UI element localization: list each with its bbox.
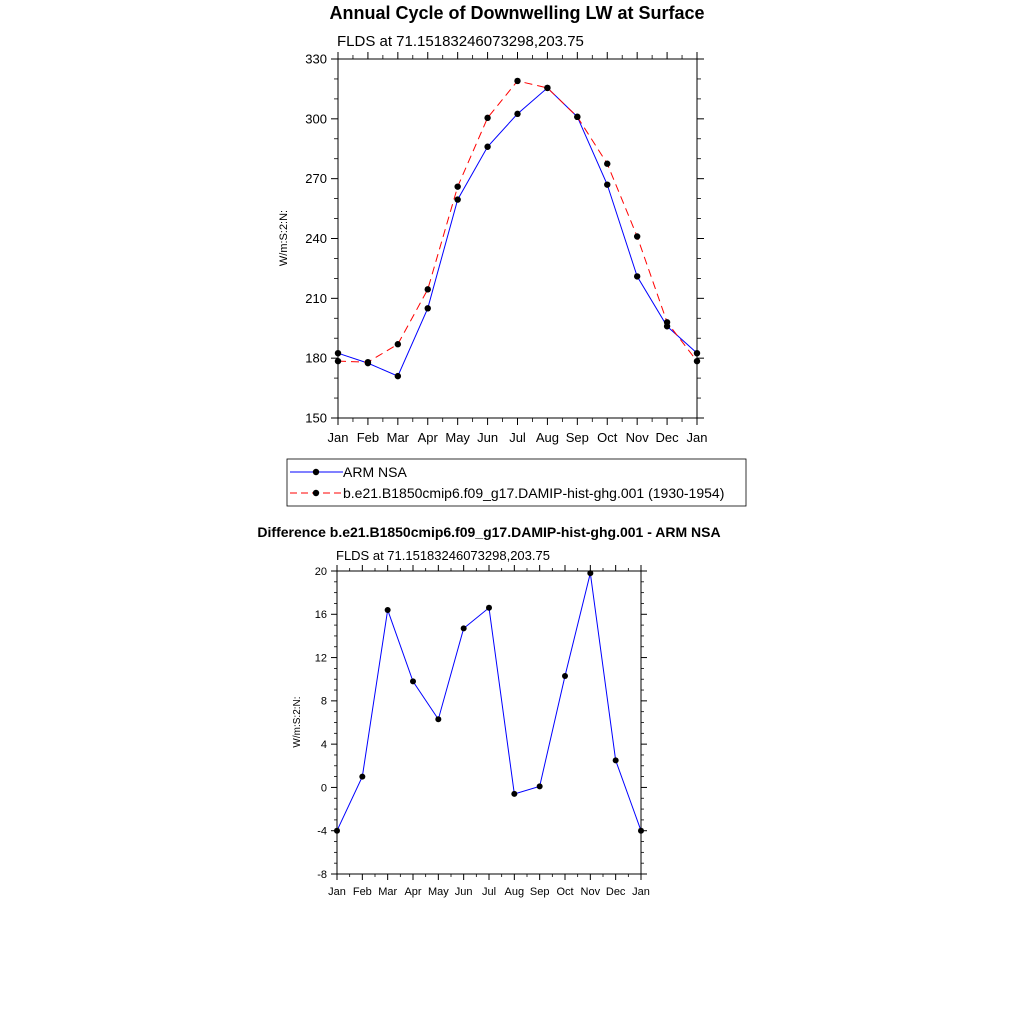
top-chart-ytick-label: 180 [305,350,327,366]
bottom-chart-xtick-label: Feb [352,886,372,898]
top-chart-ytick-label: 270 [305,171,327,187]
top-chart-xtick-label: Oct [597,430,618,445]
legend [287,459,746,506]
top-chart-xtick-label: Jan [686,430,708,445]
top-chart-series-0-point [425,305,431,311]
bottom-chart-plot [315,565,650,898]
bottom-chart-title: Difference b.e21.B1850cmip6.f09_g17.DAMIP-hist-ghg.001 - ARM NSA [257,524,721,540]
top-chart-subtitle: FLDS at 71.15183246073298,203.75 [337,33,584,50]
bottom-chart-series-0-point [511,791,517,797]
bottom-chart-ytick-label: 16 [314,609,327,622]
bottom-chart-series-0-point [638,828,644,834]
top-chart-xtick-label: Apr [417,430,438,445]
top-chart-series-0-point [634,273,640,279]
bottom-chart-ytick-label: 12 [314,652,327,665]
bottom-chart-series-0-point [410,678,416,684]
top-chart-series-1-point [484,115,490,121]
top-chart-xtick-label: Mar [386,430,410,445]
top-chart-series-1-point [664,319,670,325]
top-chart-series-1-point [574,114,580,120]
bottom-chart-xtick-label: Apr [404,886,422,898]
bottom-chart-ytick-label: 0 [320,782,327,795]
bottom-chart-series-0-line [337,573,641,831]
bottom-chart-xtick-label: Jan [632,886,650,898]
top-chart-title: Annual Cycle of Downwelling LW at Surface [329,3,705,23]
bottom-chart-xtick-label: Jan [328,886,346,898]
top-chart-series-0-point [454,196,460,202]
top-chart-ytick-label: 150 [305,410,327,426]
bottom-chart-series-0-point [537,783,543,789]
bottom-chart-ylabel: W/m:S:2:N: [292,696,303,748]
legend-marker-obs [313,469,319,475]
legend-marker-model [313,490,319,496]
bottom-chart-ytick-label: 4 [320,738,327,751]
top-chart-xtick-label: Dec [655,430,679,445]
bottom-chart-xtick-label: Aug [504,886,525,898]
top-chart-series-1-line [338,81,697,362]
top-chart-series-0-point [604,181,610,187]
top-chart-ytick-label: 240 [305,231,327,247]
top-chart-series-1-point [694,358,700,364]
top-chart-xtick-label: Aug [535,430,559,445]
top-chart-series-1-point [365,359,371,365]
bottom-chart-frame [337,571,641,874]
bottom-chart-series-0-point [461,625,467,631]
bottom-chart-series-0-point [486,605,492,611]
top-chart-plot [305,52,707,445]
bottom-chart-series-0-point [435,716,441,722]
bottom-chart-xtick-label: Jun [454,886,473,898]
bottom-chart-xtick-label: May [427,886,449,898]
top-chart-xtick-label: Jun [477,430,499,445]
top-chart-series-1-point [454,183,460,189]
top-chart-series-1-point [634,233,640,239]
bottom-chart-ytick-label: 8 [320,695,327,708]
bottom-chart-series-0-point [613,757,619,763]
legend-label-obs: ARM NSA [343,464,407,480]
bottom-chart-xtick-label: Jul [481,886,497,898]
top-chart-xtick-label: May [445,430,470,445]
bottom-chart-xtick-label: Mar [378,886,398,898]
top-chart-series-1-point [335,358,341,364]
bottom-chart-xtick-label: Dec [605,886,626,898]
top-chart-xtick-label: Feb [356,430,380,445]
top-chart-series-0-point [514,111,520,117]
bottom-chart-series-0-point [385,607,391,613]
top-chart-series-1-point [514,78,520,84]
top-chart-series-0-point [395,373,401,379]
bottom-chart-xtick-label: Nov [580,886,601,898]
bottom-chart-xtick-label: Sep [529,886,550,898]
bottom-chart-ytick-label: 20 [314,565,327,578]
top-chart-series-0-point [484,144,490,150]
top-chart-series-0-point [335,350,341,356]
legend-label-model: b.e21.B1850cmip6.f09_g17.DAMIP-hist-ghg.001 (1930-1954) [343,485,725,501]
bottom-chart-ytick-label: -4 [317,825,327,838]
bottom-chart-series-0-point [587,570,593,576]
top-chart-xtick-label: Jan [327,430,349,445]
bottom-chart-ytick-label: -8 [317,868,327,881]
bottom-chart-xtick-label: Oct [556,886,574,898]
bottom-chart-subtitle: FLDS at 71.15183246073298,203.75 [336,548,550,563]
top-chart-series-1-point [604,161,610,167]
top-chart-xtick-label: Sep [565,430,589,445]
top-chart-ytick-label: 210 [305,290,327,306]
top-chart-series-1-point [544,85,550,91]
top-chart-ylabel: W/m:S:2:N: [278,209,290,267]
top-chart-ytick-label: 330 [305,51,327,67]
bottom-chart-series-0-point [334,828,340,834]
bottom-chart-series-0-point [562,673,568,679]
top-chart-series-1-point [395,341,401,347]
top-chart-xtick-label: Nov [625,430,649,445]
top-chart-series-0-line [338,88,697,376]
top-chart-ytick-label: 300 [305,111,327,127]
bottom-chart-series-0-point [359,774,365,780]
top-chart-xtick-label: Jul [509,430,526,445]
top-chart-series-1-point [425,286,431,292]
top-chart-series-0-point [694,350,700,356]
